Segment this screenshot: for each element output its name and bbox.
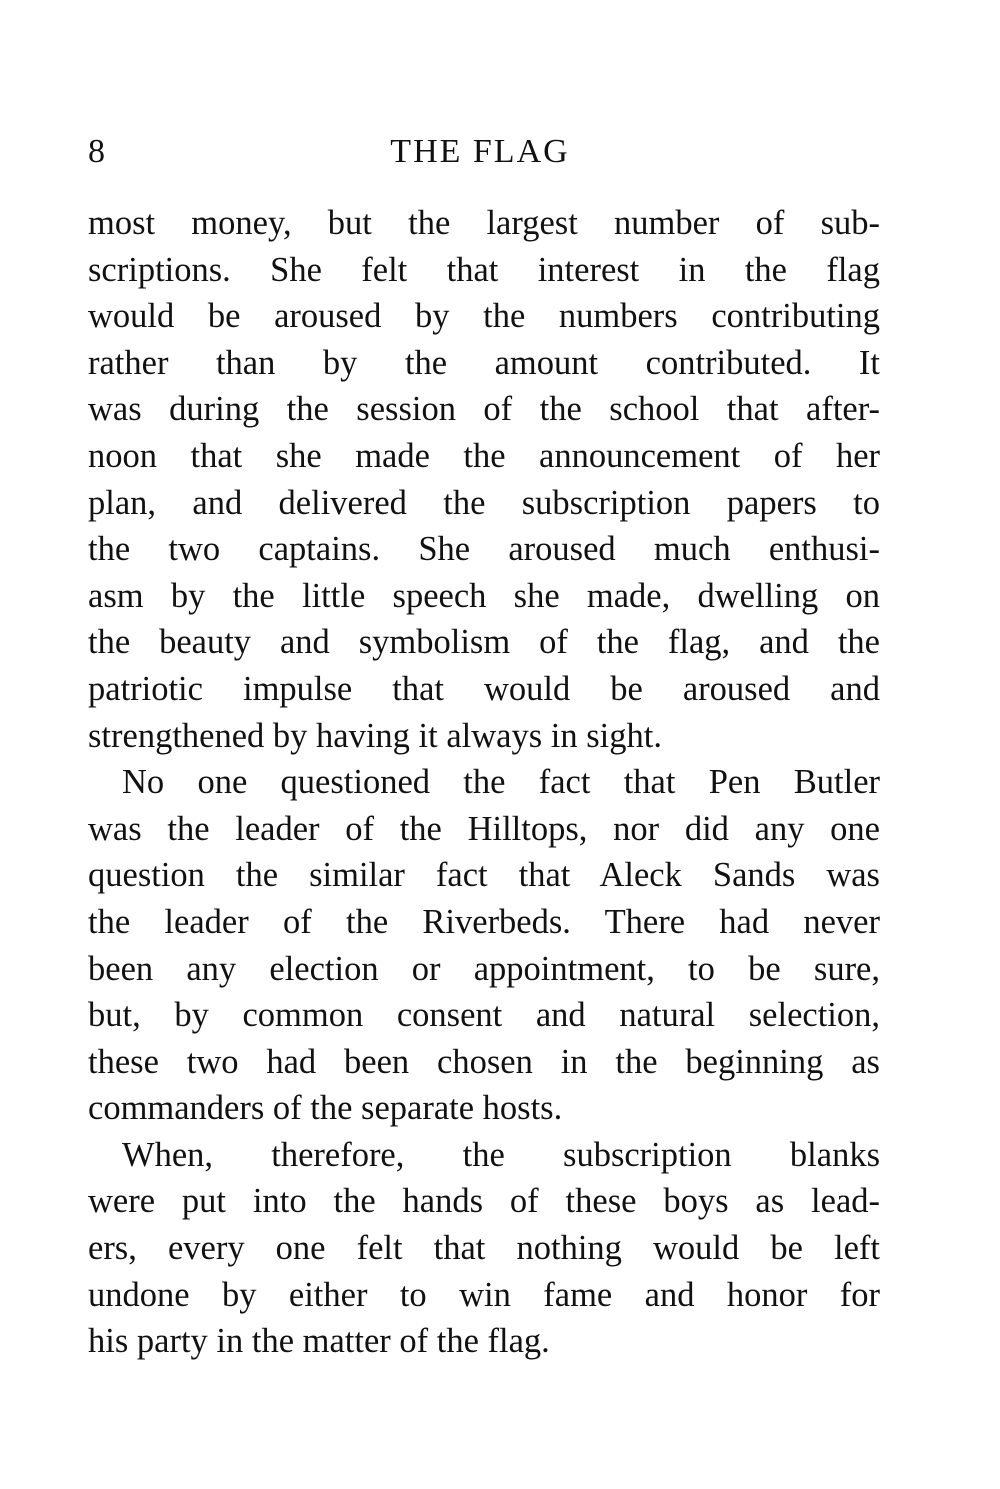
page-title: THE FLAG	[390, 133, 570, 170]
text-line: No one questioned the fact that Pen Butler	[122, 763, 880, 802]
text-line: undone by either to win fame and honor for	[88, 1275, 880, 1314]
text-line: When, therefore, the subscription blanks	[122, 1135, 880, 1174]
text-line: the leader of the Riverbeds. There had never	[88, 902, 880, 941]
text-line: would be aroused by the numbers contributing	[88, 297, 880, 336]
text-line: these two had been chosen in the beginning as	[88, 1042, 880, 1081]
text-line: noon that she made the announcement of her	[88, 436, 880, 475]
text-line: his party in the matter of the flag.	[88, 1322, 550, 1361]
text-line: question the similar fact that Aleck Sands was	[88, 856, 880, 895]
text-line: but, by common consent and natural selection,	[88, 996, 880, 1035]
text-line: strengthened by having it always in sight.	[88, 716, 662, 755]
text-line: commanders of the separate hosts.	[88, 1089, 563, 1128]
text-line: the beauty and symbolism of the flag, and the	[88, 623, 880, 662]
text-line: was during the session of the school that after-	[88, 390, 880, 429]
text-line: most money, but the largest number of sub-	[88, 204, 880, 242]
paragraph-3	[88, 1132, 880, 1365]
paragraph-1	[88, 200, 880, 759]
text-line: rather than by the amount contributed. It	[88, 343, 880, 382]
running-head	[88, 128, 888, 176]
text-line: scriptions. She felt that interest in the flag	[88, 250, 880, 289]
page-number: 8	[88, 133, 105, 170]
text-line: been any election or appointment, to be sure,	[88, 949, 880, 988]
text-line: was the leader of the Hilltops, nor did any one	[88, 809, 880, 848]
body-text	[88, 200, 880, 1365]
text-line: the two captains. She aroused much enthusi-	[88, 530, 880, 569]
paragraph-2	[88, 759, 880, 1132]
text-line: were put into the hands of these boys as lead-	[88, 1182, 880, 1221]
text-line: asm by the little speech she made, dwelling on	[88, 576, 880, 615]
text-line: patriotic impulse that would be aroused and	[88, 669, 880, 708]
text-line: plan, and delivered the subscription papers to	[88, 483, 880, 522]
text-line: ers, every one felt that nothing would be left	[88, 1229, 880, 1268]
